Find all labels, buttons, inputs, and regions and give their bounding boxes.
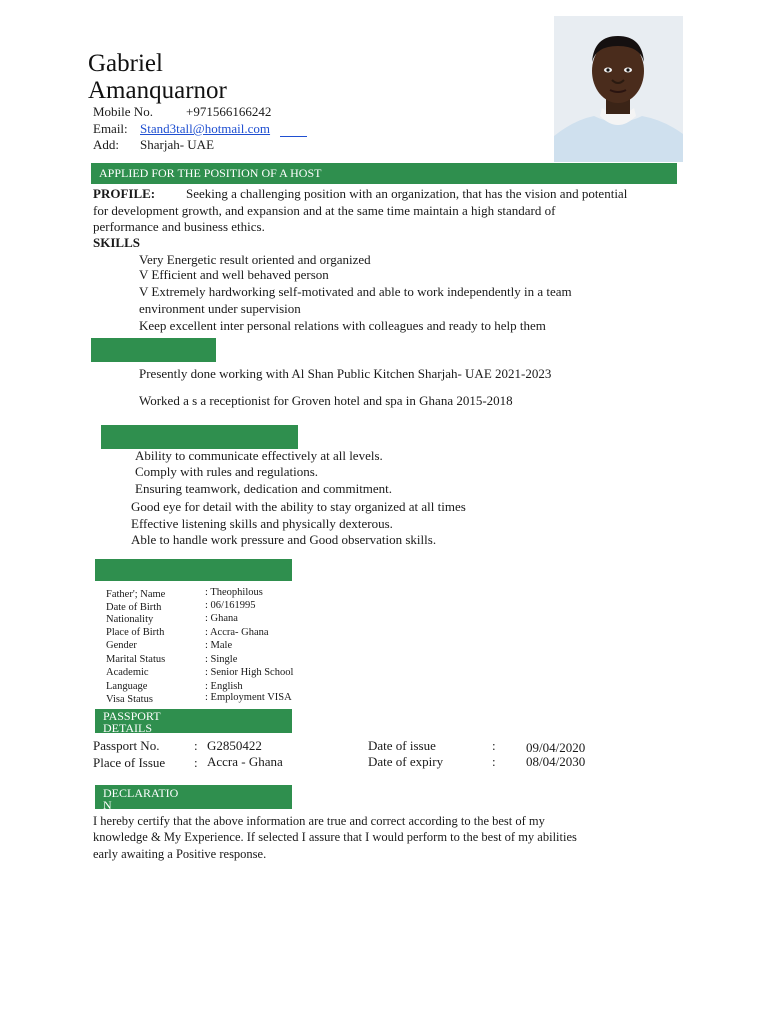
ability-item: Good eye for detail with the ability to stay organized at all times	[131, 499, 466, 514]
personal-detail-value: : Senior High School	[205, 667, 294, 678]
profile-line-1: Seeking a challenging position with an organization, that has the vision and potential	[186, 186, 628, 201]
passport-no-colon: :	[194, 738, 198, 753]
declaration-line-1: I hereby certify that the above information are true and correct according to the best of my	[93, 814, 545, 828]
personal-detail-label: Nationality	[106, 614, 154, 625]
personal-detail-label: Marital Status	[106, 654, 166, 665]
ability-item: Comply with rules and regulations.	[135, 464, 319, 479]
first-name: Gabriel	[88, 50, 163, 77]
date-of-issue-colon: :	[492, 738, 496, 753]
profile-label: PROFILE:	[93, 186, 156, 201]
abilities-section-bar	[101, 425, 298, 449]
skill-item: Very Energetic result oriented and organized	[139, 252, 371, 267]
passport-no-label: Passport No.	[93, 738, 160, 753]
mobile-value: +971566166242	[186, 104, 272, 119]
email-link[interactable]: Stand3tall@hotmail.com	[140, 121, 271, 136]
date-of-expiry-label: Date of expiry	[368, 754, 444, 769]
personal-detail-value: : Male	[205, 640, 233, 651]
skill-item: V Efficient and well behaved person	[139, 267, 329, 282]
portrait-image	[554, 16, 683, 162]
declaration-bar	[95, 785, 292, 812]
personal-detail-label: Father'; Name	[106, 589, 166, 600]
passport-details-bar	[95, 709, 292, 733]
skill-item: V Extremely hardworking self-motivated and able to work independently in a team	[139, 284, 572, 299]
personal-details-section-bar	[95, 559, 292, 581]
profile-line-2: for development growth, and expansion and at the same time maintain a high standard of	[93, 203, 556, 218]
personal-detail-value: : Accra- Ghana	[205, 627, 269, 638]
personal-detail-label: Visa Status	[106, 694, 153, 705]
mobile-label: Mobile No.	[93, 104, 153, 119]
address-label: Add:	[93, 137, 119, 152]
date-of-issue-label: Date of issue	[368, 738, 436, 753]
experience-item: Presently done working with Al Shan Public Kitchen Sharjah- UAE 2021-2023	[139, 366, 552, 381]
personal-detail-label: Place of Birth	[106, 627, 165, 638]
email-label: Email:	[93, 121, 128, 136]
skills-heading: SKILLS	[93, 235, 140, 250]
applied-position-bar	[91, 163, 677, 184]
profile-line-3: performance and business ethics.	[93, 219, 265, 234]
declaration-line-2: knowledge & My Experience. If selected I assure that I would perform to the best of my abilities	[93, 830, 577, 844]
date-of-expiry-colon: :	[492, 754, 496, 769]
place-of-issue-value: Accra - Ghana	[207, 754, 283, 769]
personal-detail-value: : Single	[205, 654, 238, 665]
skill-item: Keep excellent inter personal relations with colleagues and ready to help them	[139, 318, 546, 333]
ability-item: Ability to communicate effectively at all levels.	[135, 448, 383, 463]
skill-item: environment under supervision	[139, 301, 301, 316]
place-of-issue-colon: :	[194, 755, 198, 770]
ability-item: Able to handle work pressure and Good observation skills.	[131, 532, 437, 547]
personal-detail-value: : Ghana	[205, 613, 238, 624]
last-name: Amanquarnor	[88, 77, 227, 104]
place-of-issue-label: Place of Issue	[93, 755, 166, 770]
email-underline	[280, 136, 307, 137]
experience-item: Worked a s a receptionist for Groven hotel and spa in Ghana 2015-2018	[139, 393, 513, 408]
declaration-line-3: early awaiting a Positive response.	[93, 847, 267, 861]
personal-detail-value: : Theophilous	[205, 587, 263, 598]
personal-detail-label: Gender	[106, 640, 137, 651]
address-value: Sharjah- UAE	[140, 137, 215, 152]
personal-detail-value: : 06/161995	[205, 600, 256, 611]
ability-item: Effective listening skills and physically dexterous.	[131, 516, 393, 531]
personal-detail-label: Academic	[106, 667, 149, 678]
personal-detail-label: Date of Birth	[106, 602, 162, 613]
passport-no-value: G2850422	[207, 738, 262, 753]
date-of-issue-value: 09/04/2020	[526, 740, 586, 755]
personal-detail-label: Language	[106, 681, 148, 692]
experience-section-bar	[91, 338, 216, 362]
passport-bar-line-2: DETAILS	[103, 721, 153, 735]
ability-item: Ensuring teamwork, dedication and commitment.	[135, 481, 393, 496]
date-of-expiry-value: 08/04/2030	[526, 754, 586, 769]
declaration-bar-line-2: N	[103, 798, 112, 812]
personal-detail-value: : English	[205, 681, 243, 692]
applied-position-text: APPLIED FOR THE POSITION OF A HOST	[99, 166, 322, 180]
personal-detail-value: : Employment VISA	[205, 692, 292, 703]
declaration-bar-line-1: DECLARATIO	[103, 786, 179, 800]
passport-bar-line-1: PASSPORT	[103, 709, 161, 723]
profile-photo	[554, 16, 683, 162]
